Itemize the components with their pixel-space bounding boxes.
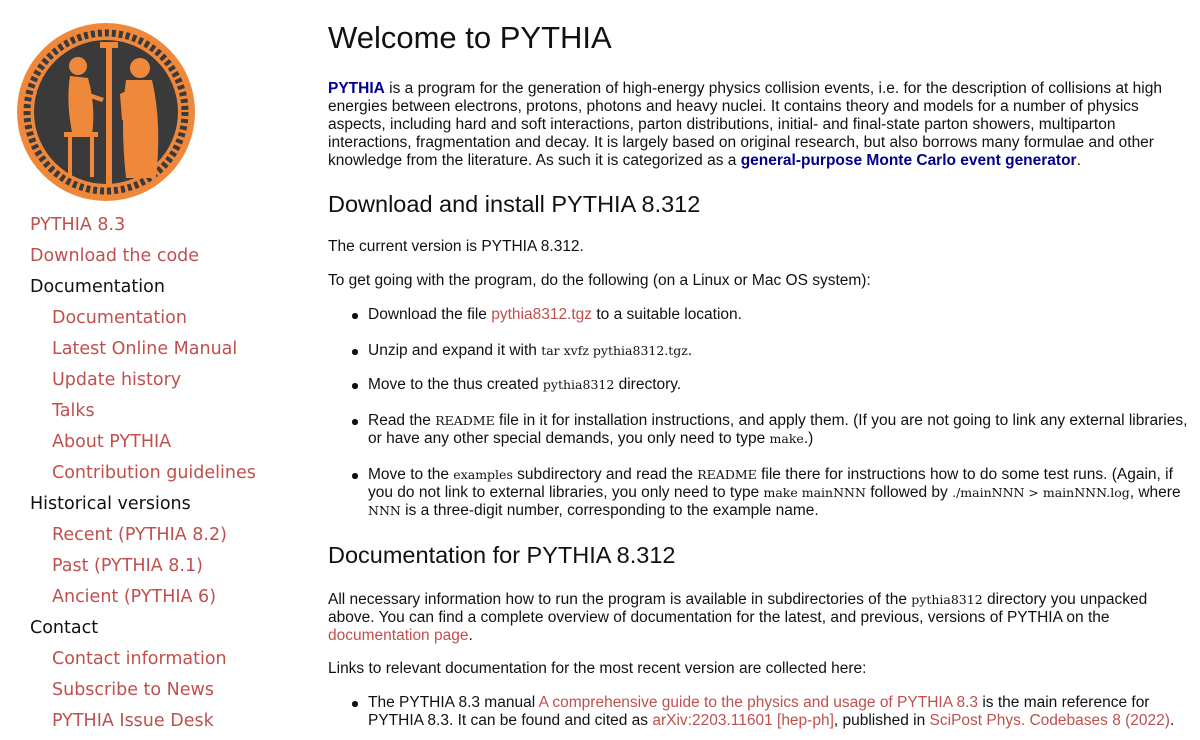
nav-latest-online-manual[interactable]: Latest Online Manual xyxy=(52,339,238,359)
scipost-link[interactable]: SciPost Phys. Codebases 8 (2022) xyxy=(929,712,1170,729)
sidebar xyxy=(0,0,300,740)
nav-recent-pythia-82[interactable]: Recent (PYTHIA 8.2) xyxy=(52,525,227,545)
intro-paragraph: PYTHIA is a program for the generation of high-energy physics collision events, i.e. for the description of collisions at high energies between electrons, protons, photons and heavy nuclei. It contains theory and models for a number of physics aspects, including hard and soft interactions, parton distributions, initial- and final-state parton showers, multiparton interactions, fragmentation and decay. It is largely based on original research, but also borrows many formulae and other knowledge from the literature. As such it is categorized as a general-purpose Monte Carlo event generator. xyxy=(328,80,1162,169)
nav-update-history[interactable]: Update history xyxy=(52,370,182,390)
dir-code: pythia8312 xyxy=(542,377,615,392)
nav-issue-desk[interactable]: PYTHIA Issue Desk xyxy=(52,711,214,731)
nav-header-contact: Contact xyxy=(30,618,99,638)
nav-talks[interactable]: Talks xyxy=(52,401,95,421)
getting-going-text: To get going with the program, do the following (on a Linux or Mac OS system): xyxy=(328,272,871,289)
page-title: Welcome to PYTHIA xyxy=(328,20,612,55)
documentation-page-link[interactable]: documentation page xyxy=(328,627,469,644)
step-move: Move to the thus created pythia8312 directory. xyxy=(368,376,1190,394)
nav-contribution-guidelines[interactable]: Contribution guidelines xyxy=(52,463,256,483)
step-examples: Move to the examples subdirectory and read the README file there for instructions how to do some test runs. (Again, if you do not link to external libraries, you only need to type make mainNNN followed by ./mainNNN > mainNNN.log, where NNN is a three-digit number, corresponding to the example name. xyxy=(368,466,1190,520)
nav-pythia-83[interactable]: PYTHIA 8.3 xyxy=(30,215,126,235)
links-intro-text: Links to relevant documentation for the most recent version are collected here: xyxy=(328,660,867,677)
nav-documentation[interactable]: Documentation xyxy=(52,308,187,328)
nav-past-pythia-81[interactable]: Past (PYTHIA 8.1) xyxy=(52,556,203,576)
nav-header-historical-versions: Historical versions xyxy=(30,494,191,514)
step-download: Download the file pythia8312.tgz to a suitable location. xyxy=(368,306,1190,324)
nav-contact-information[interactable]: Contact information xyxy=(52,649,227,669)
nav-subscribe-news[interactable]: Subscribe to News xyxy=(52,680,214,700)
documentation-paragraph: All necessary information how to run the program is available in subdirectories of the pythia8312 directory you unpacked above. You can find a complete overview of documentation for the latest, and previous, versions of PYTHIA on the documentation page. xyxy=(328,591,1148,644)
nav-header-documentation: Documentation xyxy=(30,277,165,297)
manual-item: The PYTHIA 8.3 manual A comprehensive guide to the physics and usage of PYTHIA 8.3 is the main reference for PYTHIA 8.3. It can be found and cited as arXiv:2203.11601 [hep-ph], published in SciPost Phys. Codebases 8 (2022). xyxy=(368,694,1190,730)
nav-ancient-pythia-6[interactable]: Ancient (PYTHIA 6) xyxy=(52,587,217,607)
documentation-heading: Documentation for PYTHIA 8.312 xyxy=(328,542,676,568)
pythia-logo[interactable] xyxy=(16,22,196,202)
nav-about-pythia[interactable]: About PYTHIA xyxy=(52,432,172,452)
tar-command: tar xvfz pythia8312.tgz xyxy=(541,343,688,358)
monte-carlo-link[interactable]: general-purpose Monte Carlo event generator xyxy=(740,152,1077,169)
tgz-link[interactable]: pythia8312.tgz xyxy=(491,306,593,323)
arxiv-link[interactable]: arXiv:2203.11601 [hep-ph] xyxy=(652,712,834,729)
download-heading: Download and install PYTHIA 8.312 xyxy=(328,191,701,217)
step-unzip: Unzip and expand it with tar xvfz pythia8312.tgz. xyxy=(368,342,1190,360)
sidebar-nav xyxy=(30,212,256,739)
nav-download-code[interactable]: Download the code xyxy=(30,246,200,266)
pythia-brand-link[interactable]: PYTHIA xyxy=(328,80,385,97)
current-version-text: The current version is PYTHIA 8.312. xyxy=(328,238,584,255)
step-readme: Read the README file in it for installation instructions, and apply them. (If you are not going to link any external libraries, or have any other special demands, you only need to type make.) xyxy=(368,412,1190,448)
manual-link[interactable]: A comprehensive guide to the physics and usage of PYTHIA 8.3 xyxy=(538,694,979,711)
